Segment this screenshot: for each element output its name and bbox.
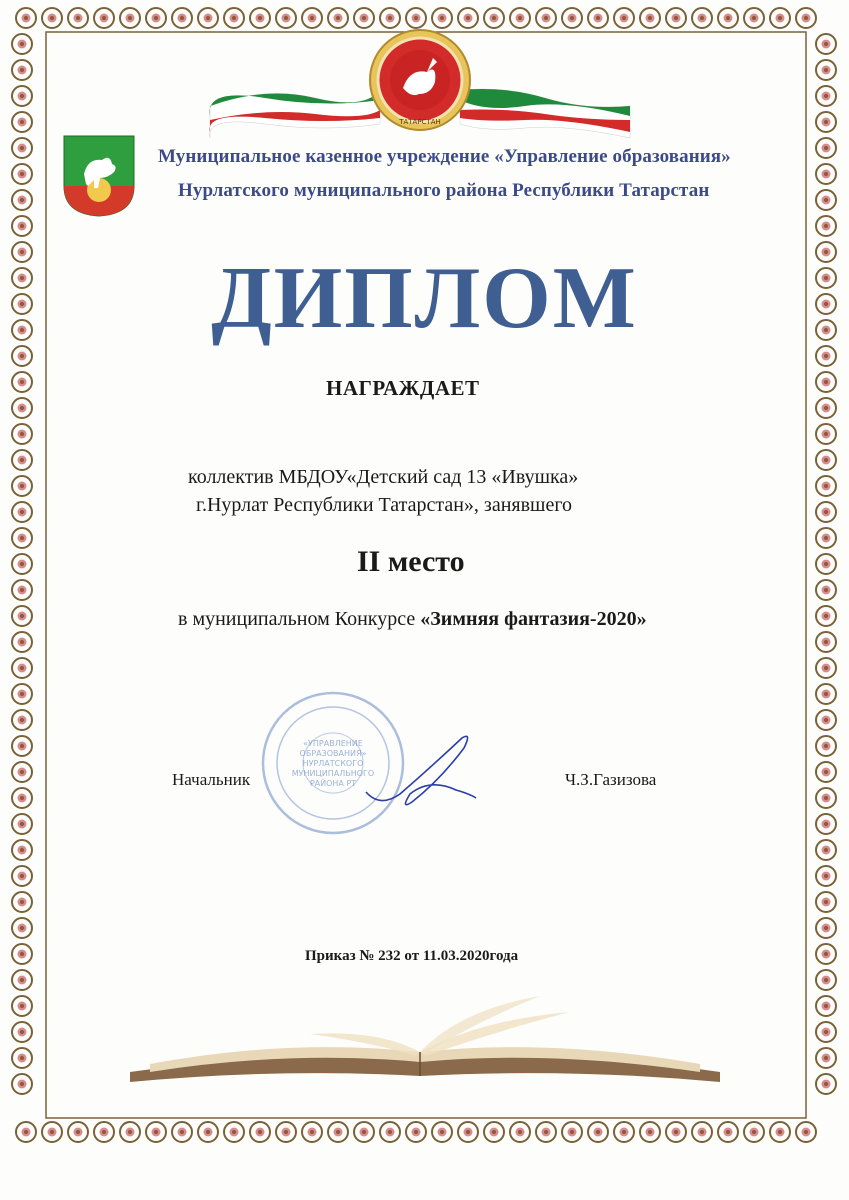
border-ornament — [16, 8, 36, 28]
border-ornament — [94, 8, 114, 28]
border-ornament — [816, 502, 836, 522]
border-ornament — [484, 1122, 504, 1142]
border-ornament — [406, 1122, 426, 1142]
border-ornament — [816, 1022, 836, 1042]
border-ornament — [816, 164, 836, 184]
border-ornament — [12, 450, 32, 470]
border-ornament — [224, 1122, 244, 1142]
border-ornament — [250, 8, 270, 28]
border-ornament — [12, 502, 32, 522]
border-ornament — [12, 658, 32, 678]
border-ornament — [12, 216, 32, 236]
contest-prefix: в муниципальном Конкурсе — [178, 608, 421, 630]
recipient-line-2: г.Нурлат Республики Татарстан», занявшего — [196, 494, 573, 516]
border-ornament — [614, 8, 634, 28]
border-ornament — [12, 814, 32, 834]
border-ornament — [12, 996, 32, 1016]
contest-line — [178, 608, 647, 631]
border-ornament — [354, 8, 374, 28]
svg-text:НУРЛАТСКОГО: НУРЛАТСКОГО — [302, 759, 364, 768]
border-ornament — [12, 164, 32, 184]
border-ornament — [12, 424, 32, 444]
border-ornament — [354, 1122, 374, 1142]
border-ornament — [744, 8, 764, 28]
border-ornament — [12, 60, 32, 80]
border-ornament — [328, 1122, 348, 1142]
border-ornament — [12, 892, 32, 912]
border-ornament — [816, 1074, 836, 1094]
border-ornament — [816, 398, 836, 418]
border-ornament — [816, 632, 836, 652]
border-ornament — [816, 346, 836, 366]
border-ornament — [198, 8, 218, 28]
border-ornament — [816, 86, 836, 106]
signatory-position: Начальник — [172, 770, 251, 789]
border-ornament — [816, 34, 836, 54]
open-book-icon — [120, 990, 730, 1090]
border-ornament — [12, 34, 32, 54]
border-ornament — [12, 684, 32, 704]
border-ornament — [12, 476, 32, 496]
border-ornament — [12, 346, 32, 366]
border-ornament — [640, 1122, 660, 1142]
org-line-2: Нурлатского муниципального района Республики Татарстан — [178, 180, 710, 201]
border-ornament — [640, 8, 660, 28]
border-ornament — [816, 840, 836, 860]
award-verb: НАГРАЖДАЕТ — [326, 376, 480, 400]
border-ornament — [12, 86, 32, 106]
border-ornament — [816, 528, 836, 548]
border-ornament — [12, 632, 32, 652]
border-ornament — [12, 788, 32, 808]
border-ornament — [770, 8, 790, 28]
border-ornament — [406, 8, 426, 28]
border-ornament — [816, 60, 836, 80]
border-ornament — [536, 1122, 556, 1142]
signatory-name: Ч.З.Газизова — [565, 770, 657, 789]
border-ornament — [146, 1122, 166, 1142]
border-ornament — [12, 606, 32, 626]
border-ornament — [816, 1048, 836, 1068]
border-ornament — [432, 8, 452, 28]
border-ornament — [458, 1122, 478, 1142]
border-ornament — [250, 1122, 270, 1142]
border-ornament — [816, 112, 836, 132]
border-ornament — [816, 970, 836, 990]
border-ornament — [12, 918, 32, 938]
border-ornament — [796, 1122, 816, 1142]
signature-mark — [360, 728, 480, 818]
border-ornament — [42, 8, 62, 28]
border-ornament — [276, 8, 296, 28]
border-ornament — [12, 866, 32, 886]
border-ornament — [562, 8, 582, 28]
border-ornament — [816, 684, 836, 704]
border-ornament — [16, 1122, 36, 1142]
border-ornament — [302, 8, 322, 28]
border-ornament — [12, 1022, 32, 1042]
emblem-ribbon-text: ТАТАРСТАН — [399, 118, 441, 126]
border-ornament — [12, 554, 32, 574]
border-ornament — [68, 8, 88, 28]
border-ornament — [458, 8, 478, 28]
border-ornament — [562, 1122, 582, 1142]
border-ornament — [12, 1048, 32, 1068]
border-ornament — [510, 1122, 530, 1142]
border-ornament — [816, 372, 836, 392]
border-ornament — [68, 1122, 88, 1142]
border-ornament — [816, 138, 836, 158]
border-ornament — [816, 554, 836, 574]
border-ornament — [198, 1122, 218, 1142]
tatarstan-emblem — [205, 28, 635, 140]
border-ornament — [12, 372, 32, 392]
border-ornament — [146, 8, 166, 28]
border-ornament — [816, 216, 836, 236]
border-ornament — [120, 1122, 140, 1142]
border-ornament — [614, 1122, 634, 1142]
border-ornament — [692, 1122, 712, 1142]
border-ornament — [816, 736, 836, 756]
border-ornament — [666, 8, 686, 28]
place-award: II место — [357, 545, 465, 578]
border-ornament — [302, 1122, 322, 1142]
border-ornament — [816, 658, 836, 678]
org-line-1: Муниципальное казенное учреждение «Управление образования» — [158, 146, 731, 167]
border-ornament — [276, 1122, 296, 1142]
svg-text:ОБРАЗОВАНИЯ»: ОБРАЗОВАНИЯ» — [299, 749, 367, 758]
border-ornament — [796, 8, 816, 28]
border-ornament — [12, 736, 32, 756]
border-ornament — [12, 398, 32, 418]
border-ornament — [12, 528, 32, 548]
border-ornament — [380, 1122, 400, 1142]
border-ornament — [816, 424, 836, 444]
border-ornament — [536, 8, 556, 28]
border-ornament — [816, 450, 836, 470]
border-ornament — [12, 710, 32, 730]
border-ornament — [816, 476, 836, 496]
border-ornament — [12, 190, 32, 210]
border-ornament — [484, 8, 504, 28]
border-ornament — [12, 112, 32, 132]
border-ornament — [12, 840, 32, 860]
border-ornament — [588, 1122, 608, 1142]
border-ornament — [816, 606, 836, 626]
border-ornament — [12, 762, 32, 782]
border-ornament — [718, 1122, 738, 1142]
border-ornament — [12, 970, 32, 990]
nurlat-coat-of-arms — [62, 134, 136, 218]
svg-text:РАЙОНА РТ: РАЙОНА РТ — [309, 779, 357, 788]
border-ornament — [94, 1122, 114, 1142]
border-ornament — [816, 788, 836, 808]
border-ornament — [432, 1122, 452, 1142]
border-ornament — [510, 8, 530, 28]
svg-text:«УПРАВЛЕНИЕ: «УПРАВЛЕНИЕ — [303, 739, 363, 748]
border-ornament — [816, 996, 836, 1016]
border-ornament — [718, 8, 738, 28]
contest-name: «Зимняя фантазия-2020» — [420, 608, 647, 630]
border-ornament — [42, 1122, 62, 1142]
border-ornament — [816, 814, 836, 834]
border-ornament — [666, 1122, 686, 1142]
border-ornament — [744, 1122, 764, 1142]
border-ornament — [692, 8, 712, 28]
border-ornament — [120, 8, 140, 28]
border-ornament — [816, 944, 836, 964]
order-reference: Приказ № 232 от 11.03.2020года — [305, 948, 519, 964]
border-ornament — [816, 710, 836, 730]
border-ornament — [816, 918, 836, 938]
border-ornament — [12, 138, 32, 158]
border-ornament — [172, 1122, 192, 1142]
border-ornament — [816, 892, 836, 912]
border-ornament — [816, 866, 836, 886]
border-ornament — [816, 190, 836, 210]
border-ornament — [816, 580, 836, 600]
diploma-title: ДИПЛОМ — [211, 250, 638, 347]
border-ornament — [224, 8, 244, 28]
border-ornament — [12, 944, 32, 964]
border-ornament — [12, 580, 32, 600]
border-ornament — [816, 762, 836, 782]
border-ornament — [172, 8, 192, 28]
border-ornament — [328, 8, 348, 28]
recipient-line-1: коллектив МБДОУ«Детский сад 13 «Ивушка» — [188, 466, 579, 488]
border-ornament — [380, 8, 400, 28]
border-ornament — [588, 8, 608, 28]
border-ornament — [770, 1122, 790, 1142]
svg-text:МУНИЦИПАЛЬНОГО: МУНИЦИПАЛЬНОГО — [291, 769, 375, 778]
border-ornament — [12, 1074, 32, 1094]
